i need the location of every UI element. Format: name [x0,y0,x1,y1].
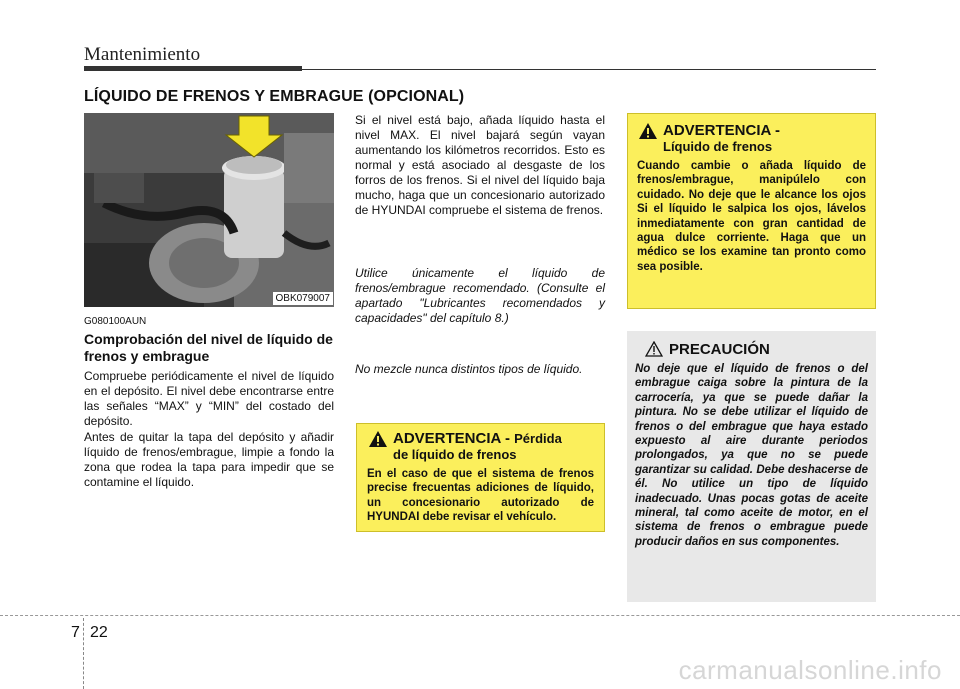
paragraph-low-level: Si el nivel está bajo, añada líquido hasta el nivel MAX. El nivel bajará según vayan aumentando los kilómetros recorridos. Esto es normal y está asociado al desgaste de los forros de los frenos. Si el nivel del líquido baja mucho, haga que un concesionario autorizado de HYUNDAI compruebe el sistema de frenos. [355,113,605,217]
engine-bay-illustration [84,113,334,307]
paragraph-before-removing-cap: Antes de quitar la tapa del depósito y añadir líquido de frenos/embrague, limpie a fondo la zona que rodea la tapa para impedir que se contamine el líquido. [84,430,334,489]
section-code: G080100AUN [84,316,147,327]
caution-text: No deje que el líquido de frenos o del embrague caiga sobre la pintura de la carrocería, ya que se puede dañar la pintura. No se debe utilizar el líquido de frenos o del embrague que haya estado expuesto al aire durante periodos prolongados, ya que no se puede garantizar su calidad. Debe deshacerse de él. No utilice un tipo de líquido inadecuado. Unas pocas gotas de aceite mineral, tal como aceite de motor, en el sistema de frenos o embrague puede producir daños en sus componentes. [635,363,868,548]
footer-rule [0,615,960,616]
warning-subtitle: Líquido de frenos [663,139,773,154]
paragraph-do-not-mix: No mezcle nunca distintos tipos de líquido. [355,362,583,376]
footer-chapter-number: 7 [71,624,80,641]
caution-box [627,331,876,602]
warning-subtitle: de líquido de frenos [393,447,517,462]
caution-triangle-icon [645,341,663,357]
warning-triangle-icon [369,431,387,447]
warning-title [637,122,866,139]
watermark: carmanualsonline.info [678,655,942,685]
warning-text: En el caso de que el sistema de frenos precise frecuentas adiciones de líquido, un concesionario autorizado de HYUNDAI debe revisar el vehículo. [367,468,594,524]
warning-title-main: ADVERTENCIA - [663,122,780,139]
warning-title-main: ADVERTENCIA - [393,430,510,447]
footer-page-number: 22 [90,624,108,641]
header-rule [302,69,876,70]
warning-triangle-icon [639,123,657,139]
warning-fluid-loss-box [356,423,605,532]
photo-code-label: OBK079007 [273,292,334,305]
warning-title [367,430,594,447]
subheading: Comprobación del nivel de líquido de frenos y embrague [84,331,333,364]
caution-title [635,341,868,359]
warning-brake-fluid-box [627,113,876,309]
engine-bay-photo [84,113,334,307]
warning-text: Cuando cambie o añada líquido de frenos/embrague, manipúlelo con cuidado. No deje que le alcance los ojos Si el líquido le salpica los ojos, lávelos inmediatamente con gran cantidad de agua dulce corriente. Haga que un médico se los examine tan pronto como sea posible. [637,160,866,273]
footer-divider [83,618,84,689]
paragraph-check-level: Compruebe periódicamente el nivel de líquido en el depósito. El nivel debe encontrarse entre las señales “MAX” y “MIN” del costado del depósito. [84,369,334,428]
caution-title-text: PRECAUCIÓN [669,341,770,358]
header-bar [84,66,302,71]
header-title: Mantenimiento [84,44,201,65]
section-title: LÍQUIDO DE FRENOS Y EMBRAGUE (OPCIONAL) [84,88,465,105]
warning-title-suffix: Pérdida [514,431,562,446]
paragraph-recommended-fluid: Utilice únicamente el líquido de frenos/embrague recomendado. (Consulte el apartado "Lubricantes recomendados y capacidades" del capítulo 8.) [355,266,605,325]
